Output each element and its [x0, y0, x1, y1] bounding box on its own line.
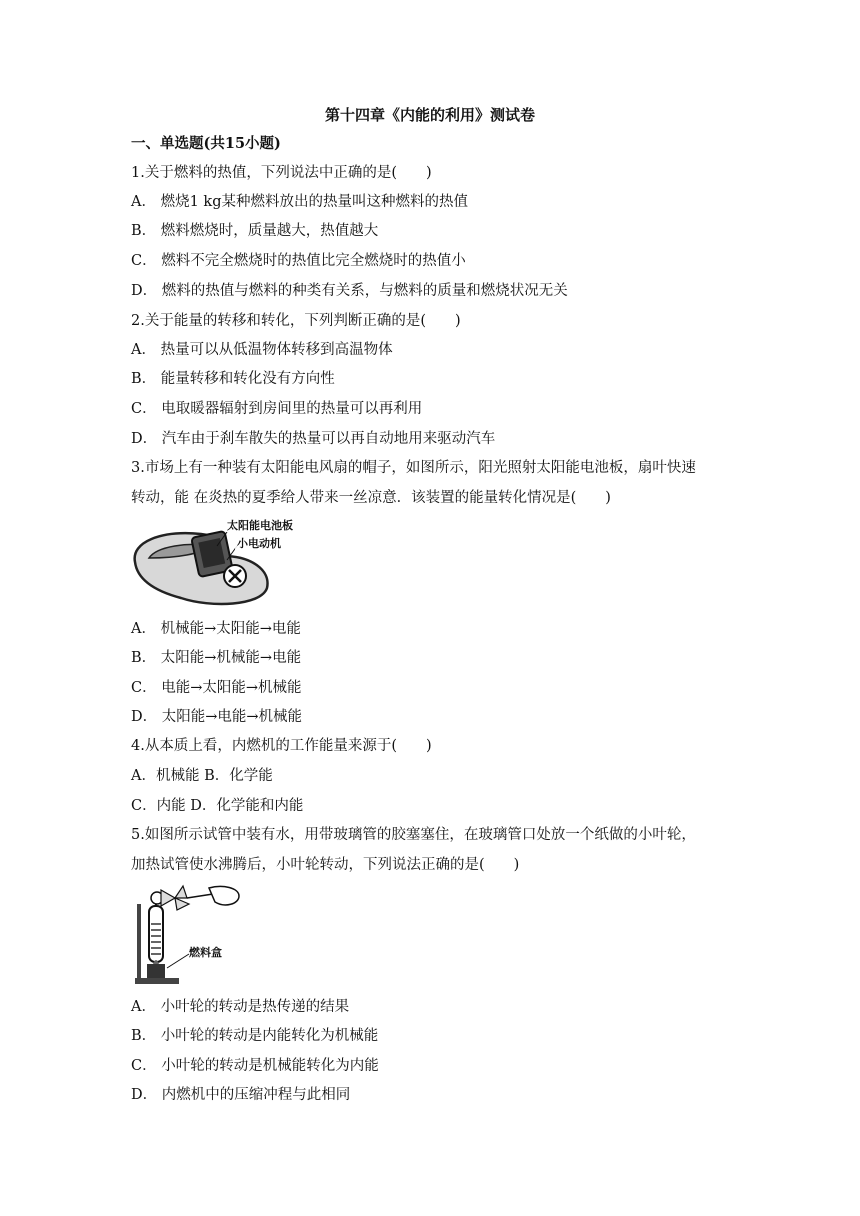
solar-fan-hat-figure [131, 516, 301, 608]
question-4-options-row-2: C．内能 D．化学能和内能 [131, 798, 304, 814]
question-2-stem: 2.关于能量的转移和转化，下列判断正确的是( ) [131, 313, 461, 329]
motor-label: 小电动机 [237, 537, 281, 550]
question-2-option-a: A． 热量可以从低温物体转移到高温物体 [131, 342, 393, 358]
question-5-option-d: D． 内燃机中的压缩冲程与此相同 [131, 1087, 351, 1103]
test-tube-pinwheel-figure [131, 884, 243, 988]
question-2-option-b: B． 能量转移和转化没有方向性 [131, 371, 335, 387]
question-3-option-d: D． 太阳能→电能→机械能 [131, 709, 303, 725]
question-5-option-a: A． 小叶轮的转动是热传递的结果 [131, 999, 350, 1015]
question-3-option-c: C． 电能→太阳能→机械能 [131, 680, 302, 696]
stand-base-shape [135, 978, 179, 984]
question-1-option-d: D． 燃料的热值与燃料的种类有关系，与燃料的质量和燃烧状况无关 [131, 283, 568, 299]
solar-panel-label: 太阳能电池板 [227, 519, 293, 532]
question-4-stem: 4.从本质上看，内燃机的工作能量来源于( ) [131, 738, 432, 754]
fuel-box-label: 燃料盒 [189, 946, 222, 959]
page-title: 第十四章《内能的利用》测试卷 [324, 106, 535, 124]
question-3-stem-line-2: 转动，能 在炎热的夏季给人带来一丝凉意．该装置的能量转化情况是( ) [131, 490, 611, 506]
question-2-option-c: C． 电取暖器辐射到房间里的热量可以再利用 [131, 401, 423, 417]
question-3-stem-line-1: 3.市场上有一种装有太阳能电风扇的帽子，如图所示，阳光照射太阳能电池板，扇叶快速 [131, 460, 696, 476]
question-5-stem-line-1: 5.如图所示试管中装有水，用带玻璃管的胶塞塞住，在玻璃管口处放一个纸做的小叶轮， [131, 827, 696, 843]
question-1-option-c: C． 燃料不完全燃烧时的热值比完全燃烧时的热值小 [131, 253, 466, 269]
question-1-stem: 1.关于燃料的热值，下列说法中正确的是( ) [131, 165, 432, 181]
question-5-option-b: B． 小叶轮的转动是内能转化为机械能 [131, 1028, 379, 1044]
question-1-option-b: B． 燃料燃烧时，质量越大，热值越大 [131, 223, 379, 239]
question-5-option-c: C． 小叶轮的转动是机械能转化为内能 [131, 1058, 379, 1074]
question-3-option-a: A． 机械能→太阳能→电能 [131, 621, 301, 637]
stand-rod-shape [137, 904, 141, 980]
question-1-option-a: A． 燃烧1 kg某种燃料放出的热量叫这种燃料的热值 [131, 194, 468, 210]
section-heading: 一、单选题(共15小题) [131, 135, 281, 152]
question-2-option-d: D． 汽车由于刹车散失的热量可以再自动地用来驱动汽车 [131, 431, 496, 447]
question-5-stem-line-2: 加热试管使水沸腾后，小叶轮转动，下列说法正确的是( ) [131, 857, 520, 873]
question-3-option-b: B． 太阳能→机械能→电能 [131, 650, 302, 666]
fuel-box-shape [147, 964, 165, 978]
question-4-options-row-1: A．机械能 B．化学能 [131, 768, 273, 784]
